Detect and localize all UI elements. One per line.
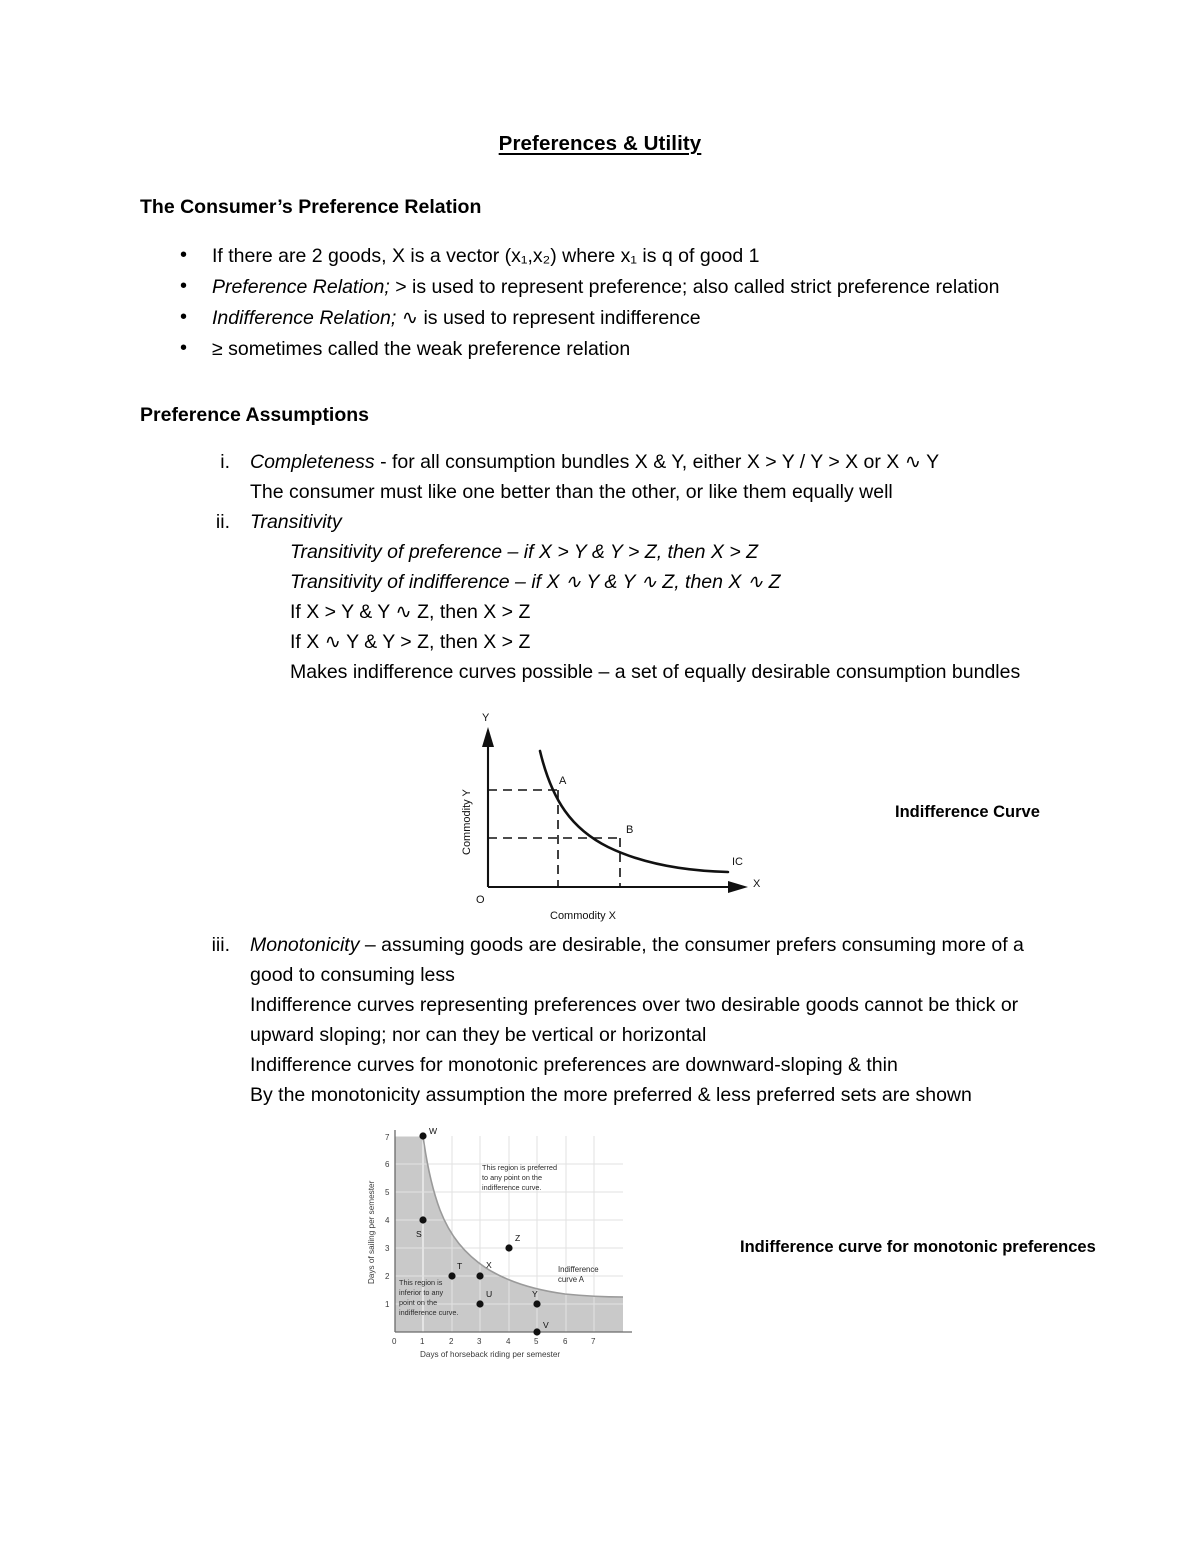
figure1-y-axis-label: Commodity Y: [461, 789, 473, 855]
bullet-text: If there are 2 goods, X is a vector (x₁,x₂) where x₁ is q of good 1: [212, 245, 760, 267]
figure2-y-axis-label: Days of sailing per semester: [367, 1180, 376, 1284]
assumption-sub-line: If X > Y & Y ∿ Z, then X > Z: [290, 601, 531, 623]
assumption-italic-lead: Completeness: [250, 451, 375, 473]
assumption-lead-rest: - for all consumption bundles X & Y, either X > Y / Y > X or X ∿ Y: [374, 451, 940, 473]
figure2-y-tick: 4: [385, 1216, 390, 1225]
figure2-point-s-label: S: [416, 1229, 422, 1239]
figure2-point-v: [533, 1328, 540, 1335]
figure2-y-tick: 7: [385, 1133, 390, 1142]
figure2-x-tick: 1: [420, 1337, 425, 1346]
bullet-italic-lead: Preference Relation;: [212, 276, 390, 298]
list-marker: i.: [220, 451, 230, 473]
figure2-annotation-preferred-line2: to any point on the: [482, 1173, 543, 1182]
figure2-y-tick: 3: [385, 1244, 390, 1253]
assumption-line: Indifference curves representing preferences over two desirable goods cannot be thick or upward sloping; nor can they be vertical or horizontal: [250, 994, 1019, 1046]
bullet-text: > is used to represent preference; also called strict preference relation: [389, 276, 1000, 298]
figure1-y-axis-arrowhead: [482, 727, 494, 747]
figure1-svg: [440, 705, 770, 930]
list-marker: iii.: [211, 934, 230, 956]
figure2-point-v-label: V: [543, 1320, 549, 1330]
figure2-y-tick: 6: [385, 1160, 390, 1169]
list-item: [140, 272, 1060, 302]
figure1-y-axis-tip-label: Y: [482, 712, 490, 724]
heading-consumer-preference-relation: The Consumer’s Preference Relation: [140, 196, 482, 218]
list-item-monotonicity: [140, 930, 1096, 1364]
assumption-lead-rest: – assuming goods are desirable, the consumer prefers consuming more of a good to consuming less: [250, 934, 1024, 986]
page-title: [140, 132, 1060, 156]
figure2-point-t-label: T: [457, 1261, 463, 1271]
preference-relation-bullet-list: [140, 241, 1060, 364]
figure2-y-tick: 5: [385, 1188, 390, 1197]
figure2-x-tick: 0: [392, 1337, 397, 1346]
figure1-point-b-label: B: [626, 824, 634, 836]
figure2-point-z-label: Z: [515, 1233, 521, 1243]
assumption-sub-line: If X ∿ Y & Y > Z, then X > Z: [290, 631, 531, 653]
figure2-point-w-label: W: [429, 1126, 438, 1136]
figure2-annotation-preferred-line3: indifference curve.: [482, 1183, 542, 1192]
figure2-annotation-inferior-line1: This region is: [399, 1278, 443, 1287]
figure2-caption: Indifference curve for monotonic preferences: [740, 1238, 1096, 1256]
figure2-x-axis-label: Days of horseback riding per semester: [420, 1350, 561, 1359]
assumption-line: The consumer must like one better than the other, or like them equally well: [250, 481, 893, 503]
assumption-sub-line: Makes indifference curves possible – a set of equally desirable consumption bundles: [290, 661, 1021, 683]
preference-assumptions-list: [140, 447, 1096, 1364]
figure2-curve-label-line1: Indifference: [558, 1265, 599, 1274]
list-item: [140, 303, 1060, 333]
figure1-x-axis-tip-label: X: [753, 878, 761, 890]
figure2-monotonic-preferences-chart: [360, 1124, 640, 1364]
assumption-italic-lead: Transitivity: [250, 511, 342, 533]
figure2-x-tick: 4: [506, 1337, 511, 1346]
figure2-point-u: [476, 1300, 483, 1307]
figure2-y-tick: 1: [385, 1300, 390, 1309]
figure1-x-axis-label: Commodity X: [550, 910, 617, 922]
assumption-italic-lead: Monotonicity: [250, 934, 360, 956]
assumption-line: By the monotonicity assumption the more preferred & less preferred sets are shown: [250, 1084, 972, 1106]
figure1-point-a-label: A: [559, 775, 567, 787]
assumption-sub-line: Transitivity of indifference – if X ∿ Y & Y ∿ Z, then X ∿ Z: [290, 571, 781, 593]
figure1-indifference-curve-path: [540, 751, 728, 872]
figure2-x-tick: 2: [449, 1337, 454, 1346]
figure2-svg: [360, 1124, 640, 1364]
figure1-indifference-curve-chart: [440, 705, 770, 930]
figure2-annotation-inferior-line3: point on the: [399, 1298, 438, 1307]
list-item-completeness: [140, 447, 1060, 507]
figure1-caption: Indifference Curve: [895, 803, 1040, 821]
figure2-y-tick: 2: [385, 1272, 390, 1281]
bullet-text: ∿ is used to represent indifference: [396, 307, 701, 329]
figure2-point-y-label: Y: [532, 1289, 538, 1299]
list-item-transitivity: [140, 507, 1060, 930]
figure2-point-t: [448, 1272, 455, 1279]
list-marker: ii.: [215, 511, 230, 533]
figure2-point-w: [419, 1132, 426, 1139]
assumption-line: Indifference curves for monotonic preferences are downward-sloping & thin: [250, 1054, 898, 1076]
figure2-x-tick: 7: [591, 1337, 596, 1346]
figure2-block: [250, 1124, 1096, 1364]
page-title-text: Preferences & Utility: [498, 132, 702, 155]
figure2-y-tick-labels: [385, 1133, 390, 1309]
figure2-x-tick-labels: [392, 1337, 596, 1346]
figure2-point-s: [419, 1216, 426, 1223]
transitivity-sub-lines: [250, 537, 1060, 930]
figure2-x-tick: 3: [477, 1337, 482, 1346]
list-item: [140, 334, 1060, 364]
figure2-annotation-preferred-line1: This region is preferred: [482, 1163, 558, 1172]
assumption-sub-line: Transitivity of preference – if X > Y & Y > Z, then X > Z: [290, 541, 759, 563]
list-item: [140, 241, 1060, 271]
figure2-point-x-label: X: [486, 1260, 492, 1270]
bullet-italic-lead: Indifference Relation;: [212, 307, 397, 329]
figure2-point-u-label: U: [486, 1289, 493, 1299]
figure2-x-tick: 6: [563, 1337, 568, 1346]
document-content: [140, 132, 1096, 1364]
figure1-block: [290, 705, 1060, 930]
figure2-annotation-inferior-line2: inferior to any: [399, 1288, 444, 1297]
figure1-x-axis-arrowhead: [728, 881, 748, 893]
figure2-curve-label-line2: curve A: [558, 1275, 585, 1284]
figure2-annotation-inferior-line4: indifference curve.: [399, 1308, 459, 1317]
figure2-point-x: [476, 1272, 483, 1279]
heading-preference-assumptions: Preference Assumptions: [140, 404, 370, 426]
figure2-x-tick: 5: [534, 1337, 539, 1346]
figure1-curve-label: IC: [732, 856, 743, 868]
figure1-origin-label: O: [476, 894, 485, 906]
figure2-point-y: [533, 1300, 540, 1307]
figure2-point-z: [505, 1244, 512, 1251]
bullet-text: ≥ sometimes called the weak preference relation: [212, 338, 631, 360]
